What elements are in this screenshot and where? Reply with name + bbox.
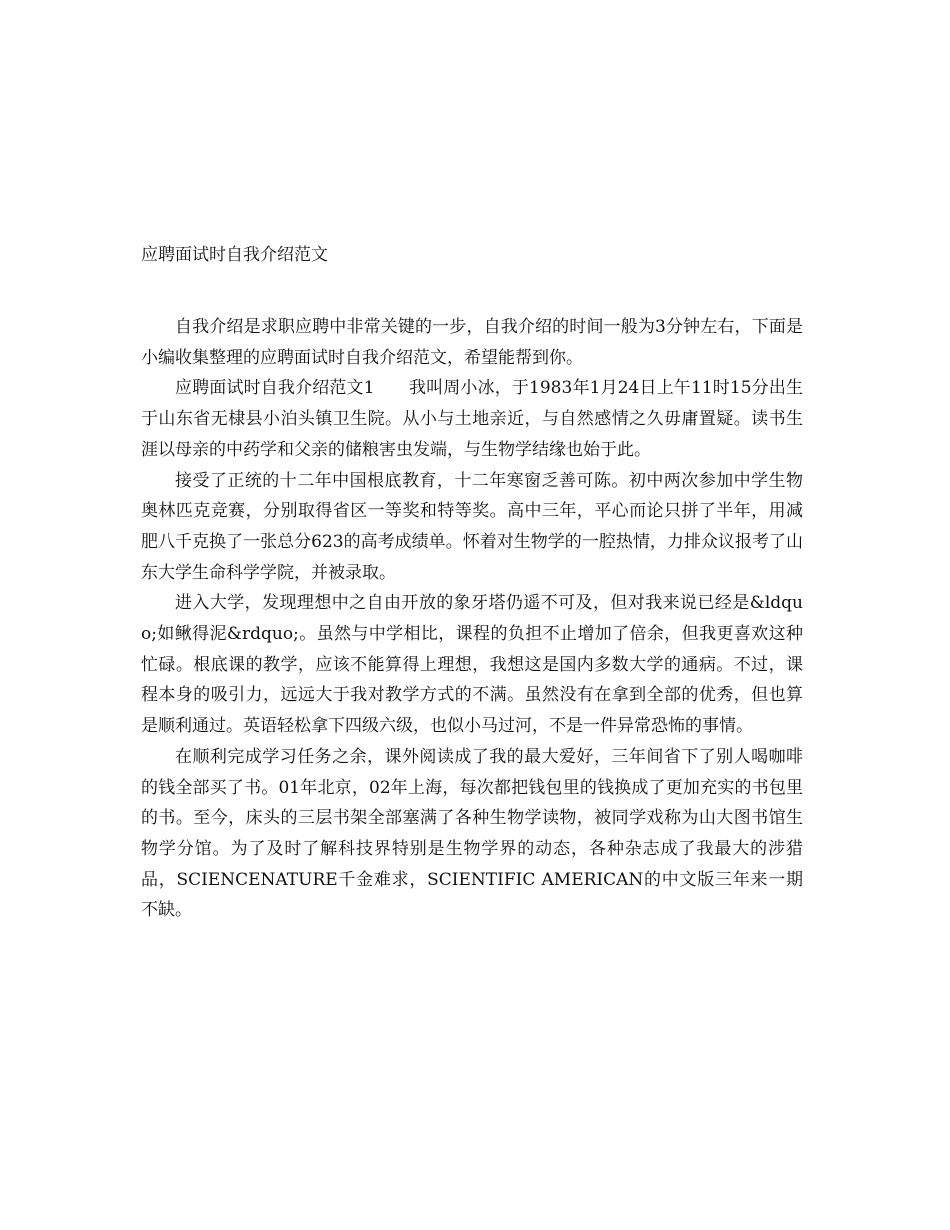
- document-title: 应聘面试时自我介绍范文: [141, 245, 328, 265]
- paragraph-education: 接受了正统的十二年中国根底教育，十二年寒窗乏善可陈。初中两次参加中学生物奥林匹克竞赛，分别取得省区一等奖和特等奖。高中三年，平心而论只拼了半年，用减肥八千克换了一张总分623的高考成绩单。怀着对生物学的一腔热情，力排众议报考了山东大学生命科学学院，并被录取。: [141, 470, 803, 583]
- paragraph-sample-1: 应聘面试时自我介绍范文1 我叫周小冰，于1983年1月24日上午11时15分出生于山东省无棣县小泊头镇卫生院。从小与土地亲近，与自然感情之久毋庸置疑。读书生涯以母亲的中药学和父亲的储粮害虫发端，与生物学结缘也始于此。: [141, 378, 803, 460]
- document-body: [141, 312, 803, 926]
- paragraph-intro: 自我介绍是求职应聘中非常关键的一步，自我介绍的时间一般为3分钟左右，下面是小编收集整理的应聘面试时自我介绍范文，希望能帮到你。: [141, 317, 803, 368]
- paragraph-reading: 在顺利完成学习任务之余，课外阅读成了我的最大爱好，三年间省下了别人喝咖啡的钱全部买了书。01年北京，02年上海，每次都把钱包里的钱换成了更加充实的书包里的书。至今，床头的三层书架全部塞满了各种生物学读物，被同学戏称为山大图书馆生物学分馆。为了及时了解科技界特别是生物学界的动态，各种杂志成了我最大的涉猎品，SCIENCENATURE千金难求，SCIENTIFIC AMERICAN的中文版三年来一期不缺。: [141, 746, 803, 921]
- paragraph-university: 进入大学，发现理想中之自由开放的象牙塔仍遥不可及，但对我来说已经是&ldquo;如鳅得泥&rdquo;。虽然与中学相比，课程的负担不止增加了倍余，但我更喜欢这种忙碌。根底课的教学，应该不能算得上理想，我想这是国内多数大学的通病。不过，课程本身的吸引力，远远大于我对教学方式的不满。虽然没有在拿到全部的优秀，但也算是顺利通过。英语轻松拿下四级六级，也似小马过河，不是一件异常恐怖的事情。: [141, 593, 803, 737]
